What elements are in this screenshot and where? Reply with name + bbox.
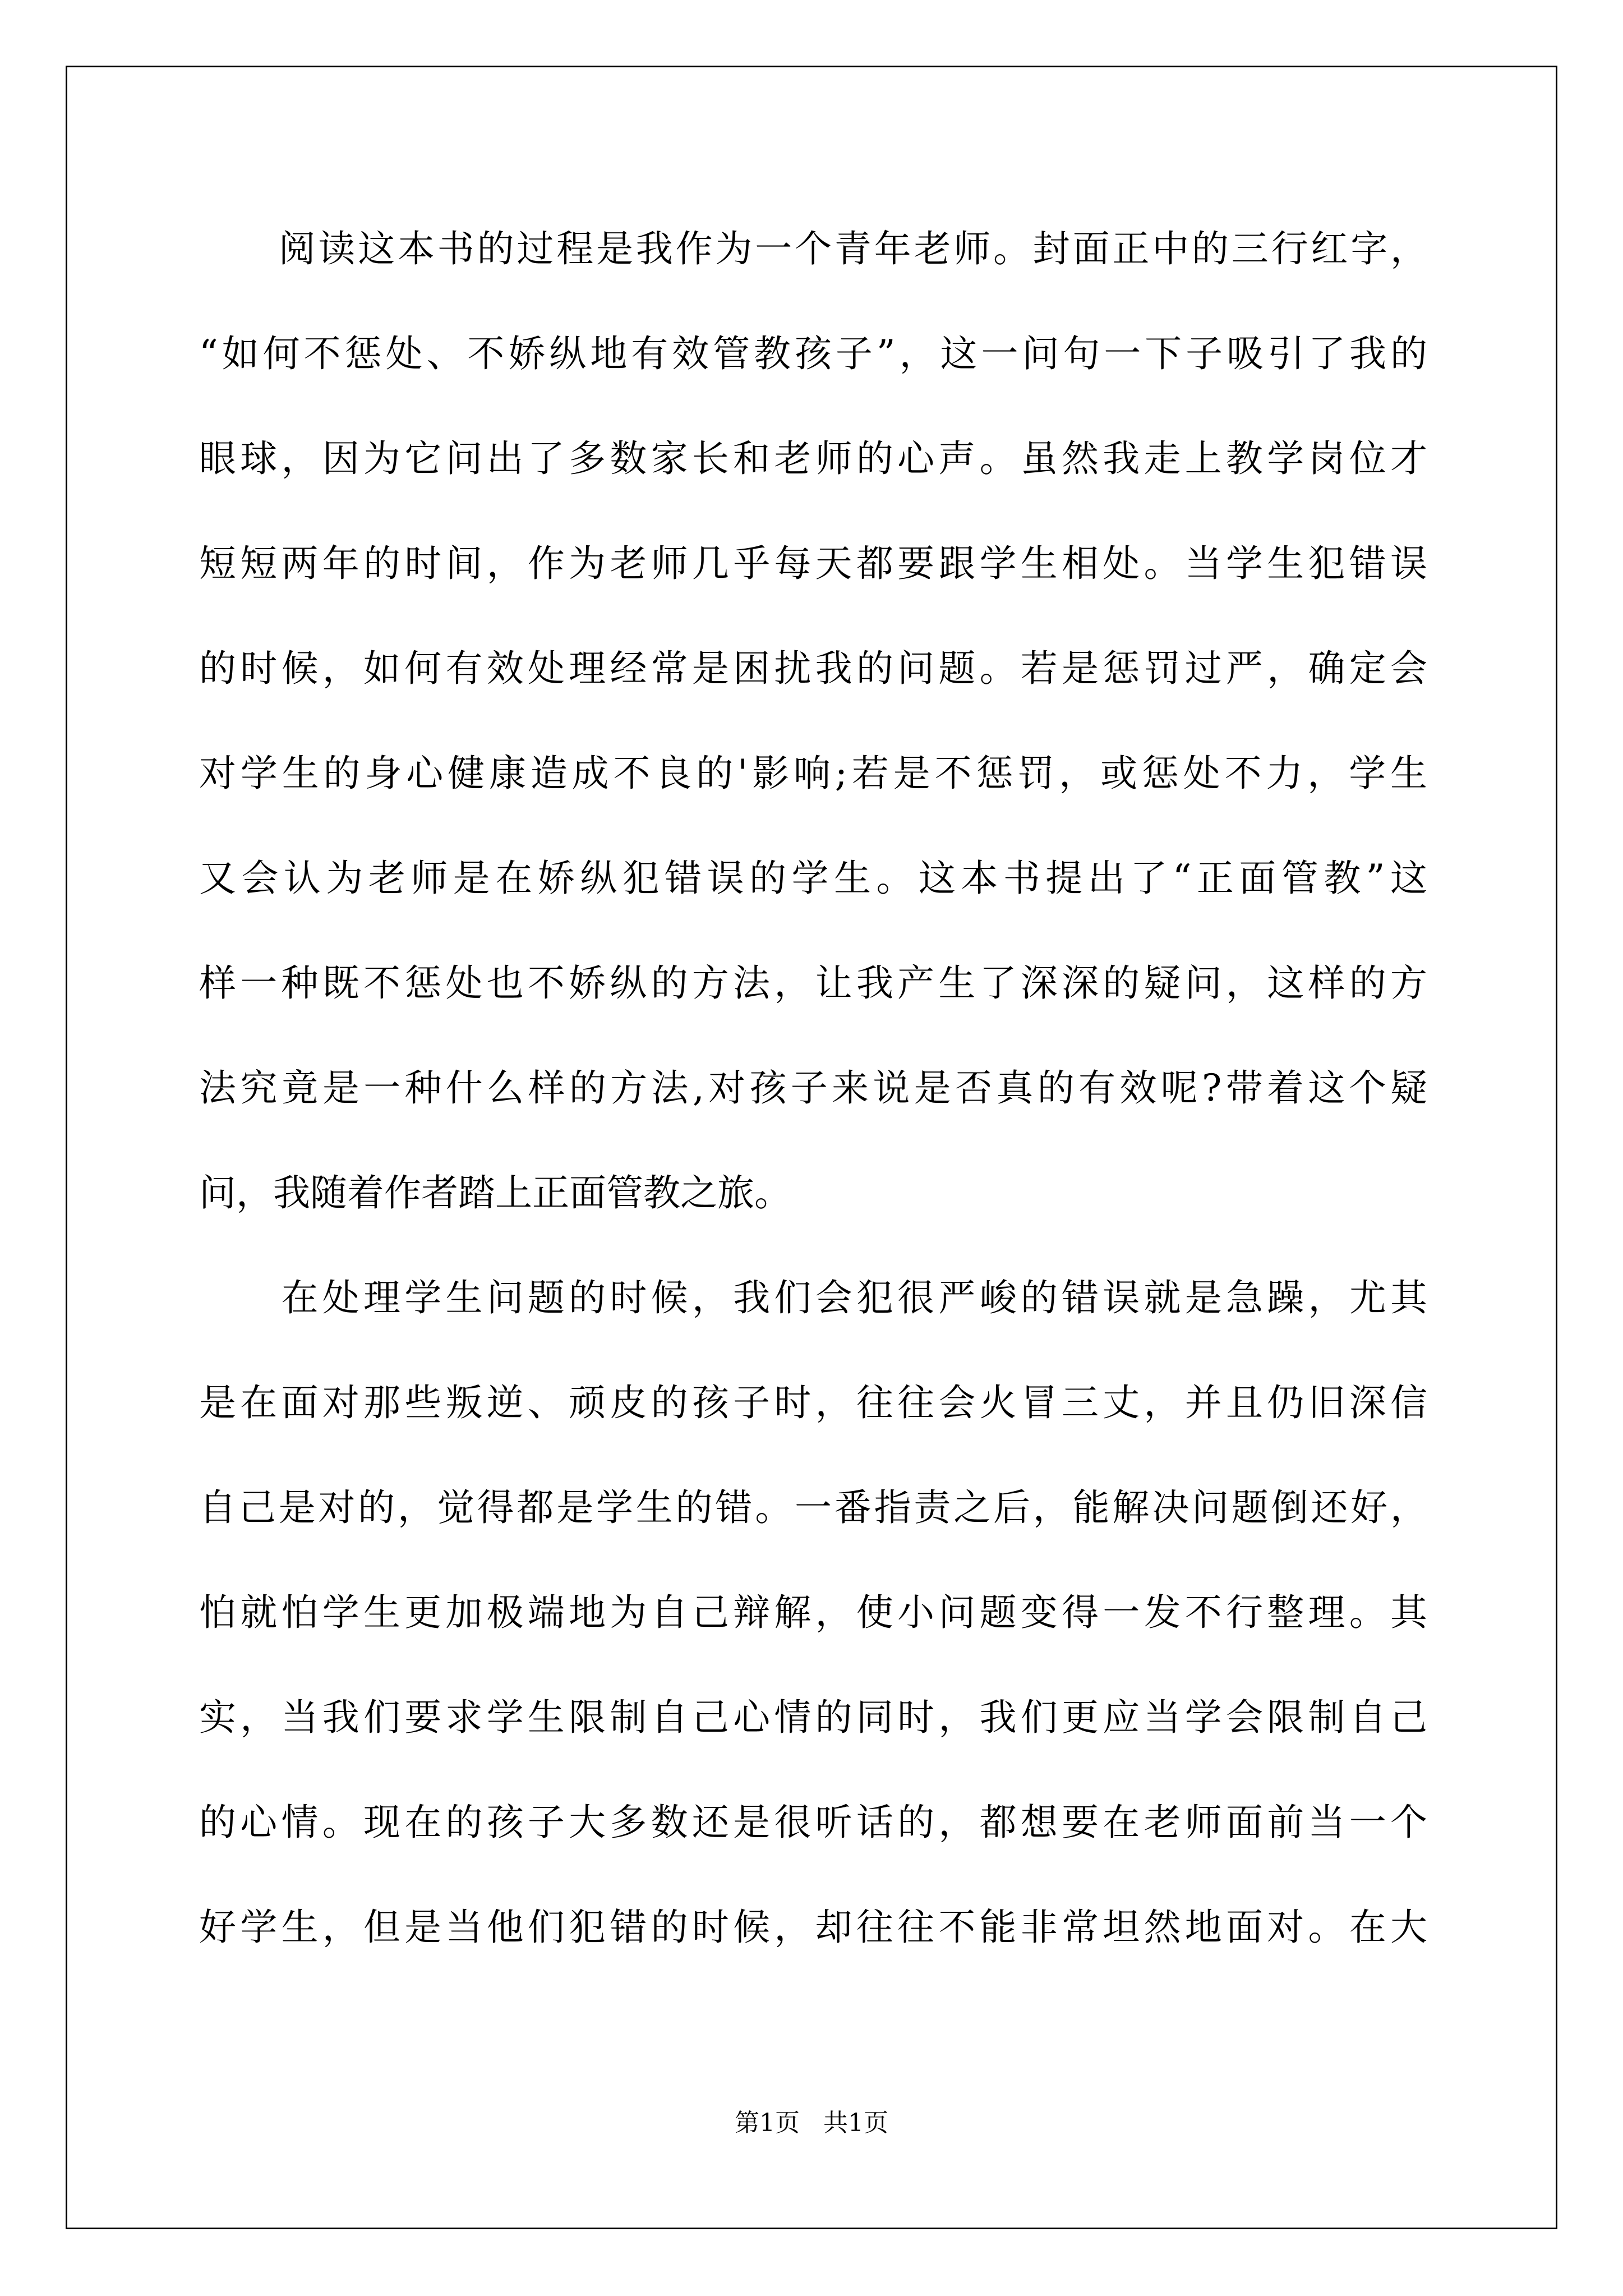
text-line: 的心情。现在的孩子大多数还是很听话的，都想要在老师面前当一个 — [199, 1801, 1427, 1844]
text-line: “如何不惩处、不娇纵地有效管教孩子”，这一问句一下子吸引了我的 — [199, 332, 1427, 375]
text-line: 眼球，因为它问出了多数家长和老师的心声。虽然我走上教学岗位才 — [199, 437, 1427, 480]
text-line: 样一种既不惩处也不娇纵的方法，让我产生了深深的疑问，这样的方 — [199, 961, 1427, 1005]
text-line: 怕就怕学生更加极端地为自己辩解，使小问题变得一发不行整理。其 — [199, 1591, 1427, 1634]
text-line: 又会认为老师是在娇纵犯错误的学生。这本书提出了“正面管教”这 — [199, 857, 1427, 900]
text-line: 自己是对的，觉得都是学生的错。一番指责之后，能解决问题倒还好， — [199, 1486, 1427, 1529]
text-line: 在处理学生问题的时候，我们会犯很严峻的错误就是急躁，尤其 — [199, 1276, 1427, 1319]
text-line: 的时候，如何有效处理经常是困扰我的问题。若是惩罚过严，确定会 — [199, 647, 1427, 690]
text-line: 是在面对那些叛逆、顽皮的孩子时，往往会火冒三丈，并且仍旧深信 — [199, 1381, 1427, 1424]
text-line: 短短两年的时间，作为老师几乎每天都要跟学生相处。当学生犯错误 — [199, 542, 1427, 585]
text-line: 对学生的身心健康造成不良的'影响;若是不惩罚，或惩处不力，学生 — [199, 752, 1427, 795]
page-footer: 第1页 共1页 — [735, 2109, 888, 2137]
text-line: 实，当我们要求学生限制自己心情的同时，我们更应当学会限制自己 — [199, 1696, 1427, 1739]
document-body — [199, 196, 1427, 1980]
text-line: 阅读这本书的过程是我作为一个青年老师。封面正中的三行红字， — [199, 227, 1427, 270]
text-line: 好学生，但是当他们犯错的时候，却往往不能非常坦然地面对。在大 — [199, 1906, 1427, 1949]
text-line: 法究竟是一种什么样的方法,对孩子来说是否真的有效呢?带着这个疑 — [199, 1066, 1427, 1110]
text-line: 问，我随着作者踏上正面管教之旅。 — [199, 1171, 791, 1214]
